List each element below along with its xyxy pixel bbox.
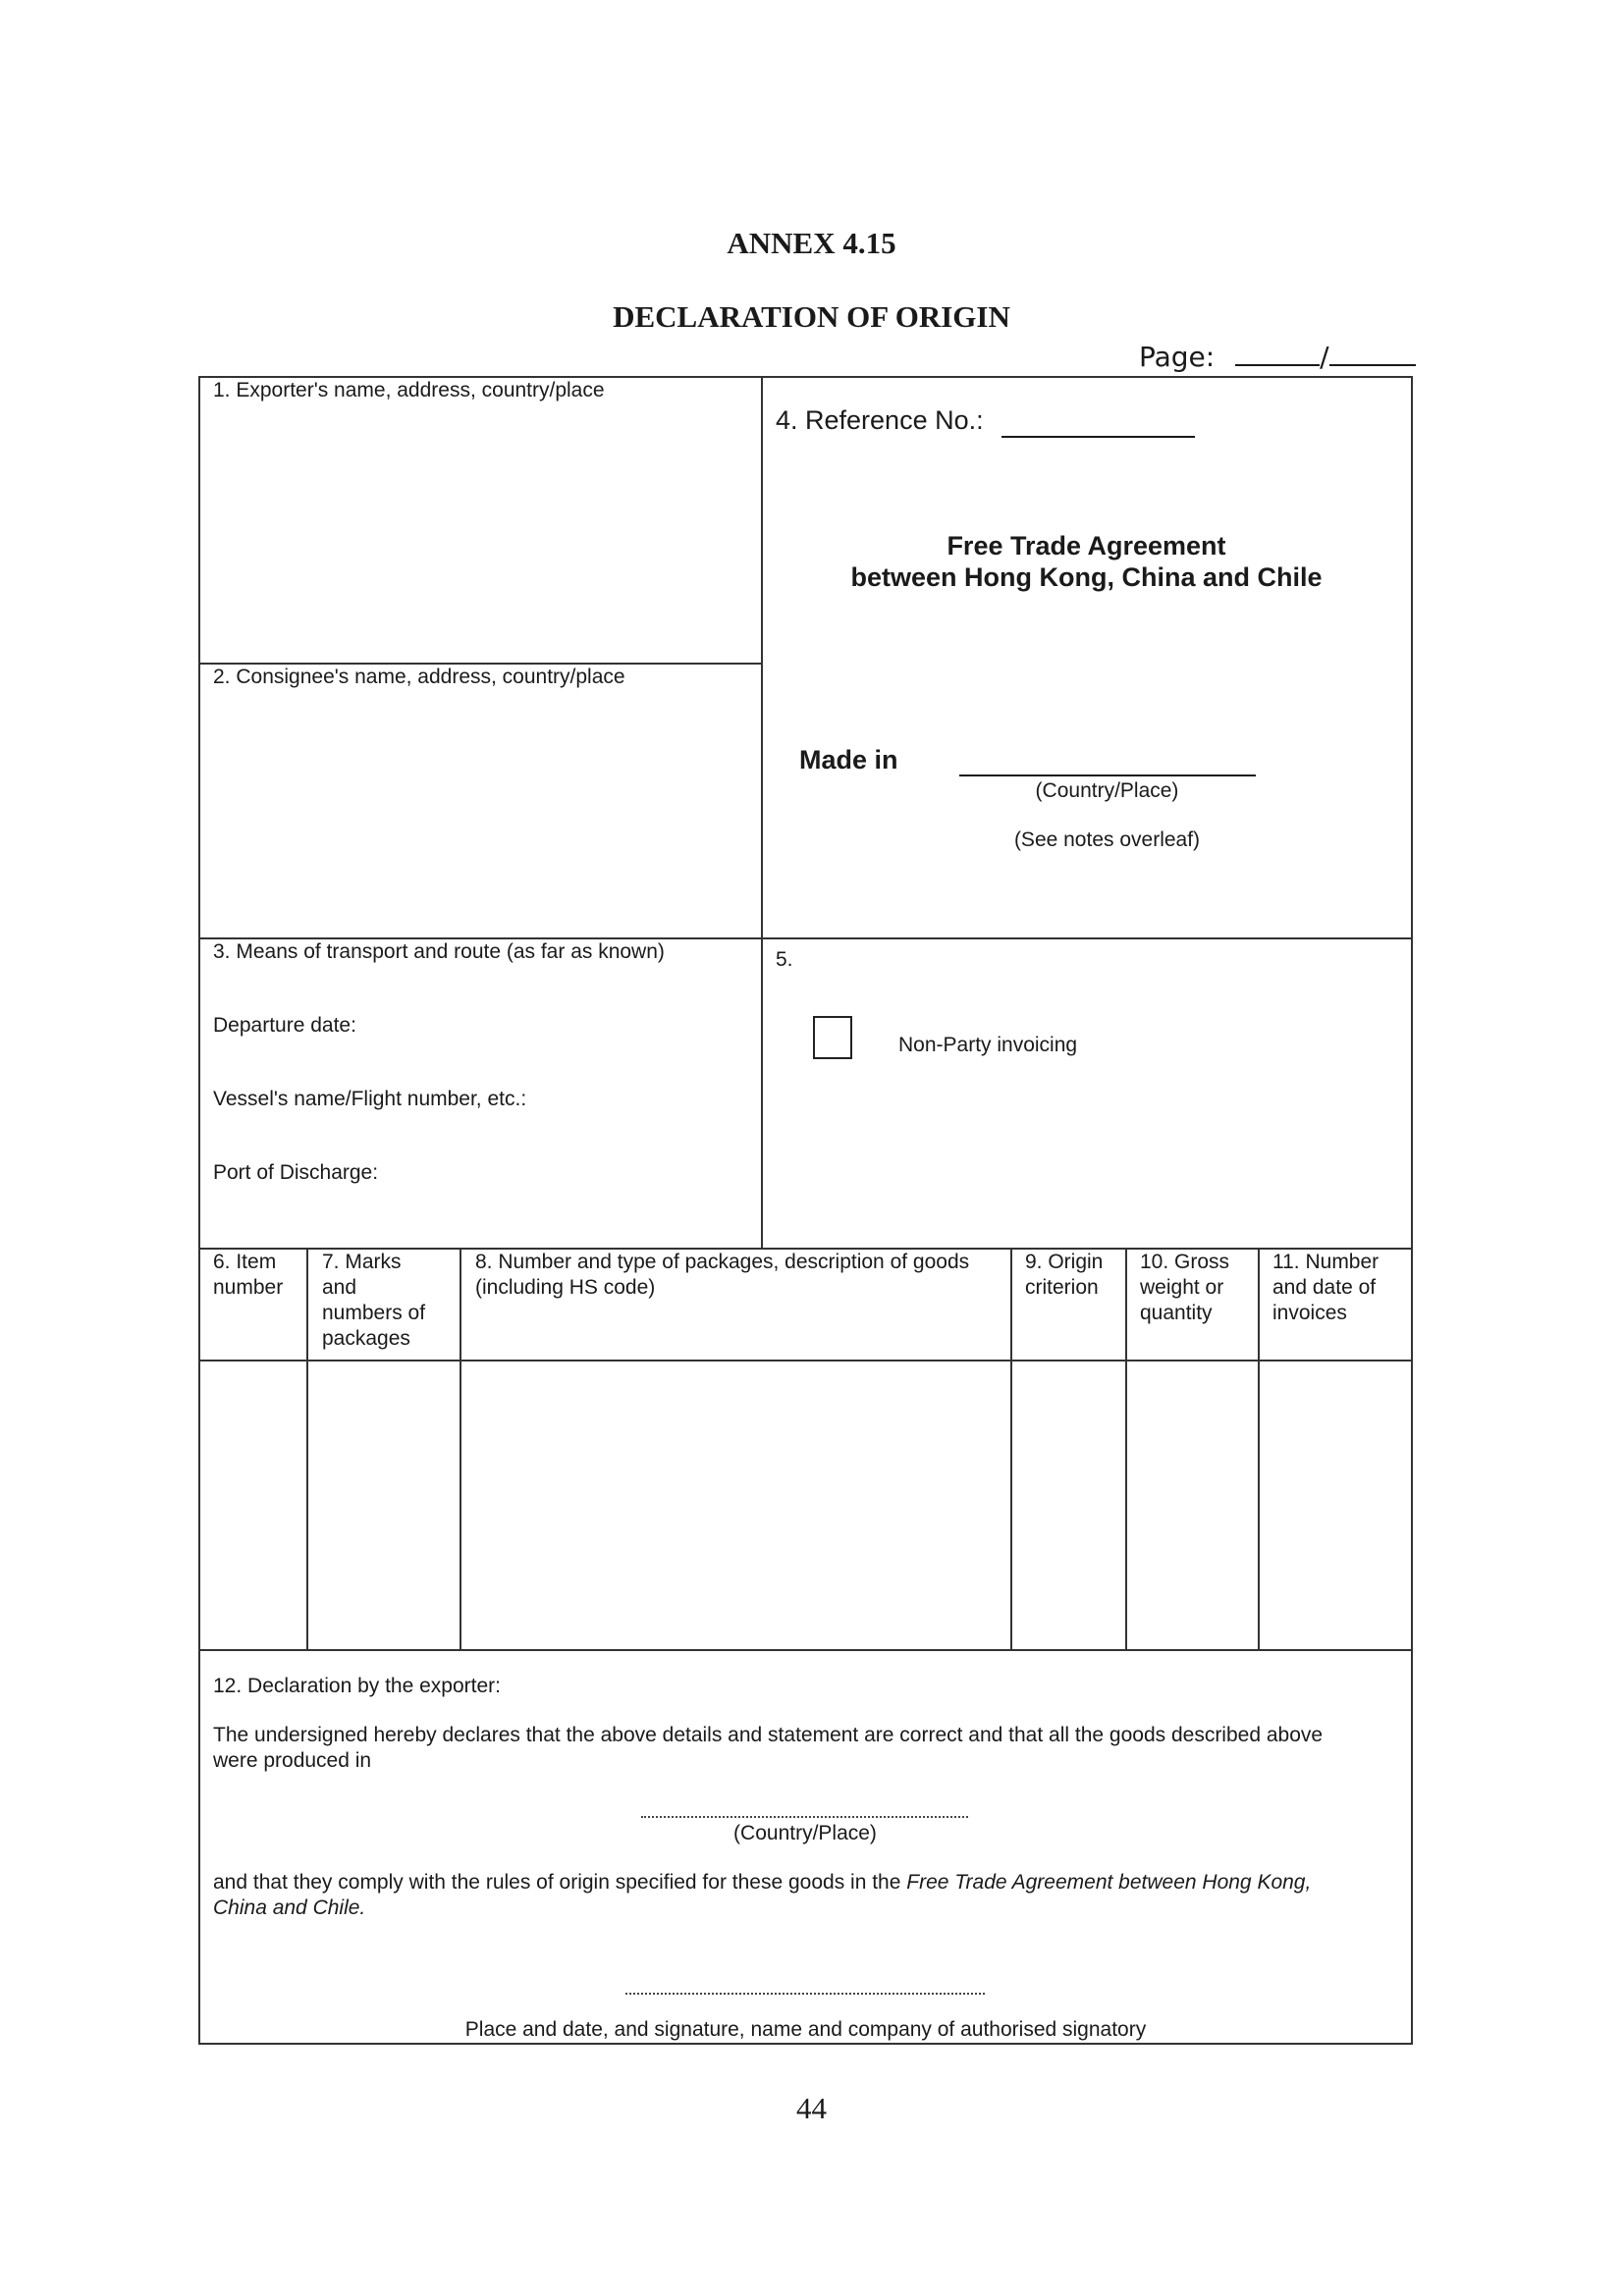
fta-reference-italic: Free Trade Agreement between Hong Kong, bbox=[906, 1871, 1312, 1894]
declaration-label: 12. Declaration by the exporter: bbox=[213, 1675, 501, 1697]
declaration-text bbox=[213, 1723, 1391, 1774]
col-description-header bbox=[475, 1250, 969, 1301]
fta-title-line2: between Hong Kong, China and Chile bbox=[850, 562, 1323, 592]
page-current-field[interactable] bbox=[1235, 341, 1320, 366]
non-party-invoicing-checkbox[interactable] bbox=[813, 1016, 852, 1059]
divider-row5 bbox=[198, 1649, 1413, 1651]
vessel-label: Vessel's name/Flight number, etc.: bbox=[213, 1088, 527, 1110]
col-origin-line2: criterion bbox=[1025, 1276, 1099, 1299]
marks-cell[interactable] bbox=[308, 1362, 460, 1648]
col-invoices-header bbox=[1272, 1250, 1379, 1326]
col-gross-line1: 10. Gross bbox=[1140, 1251, 1230, 1273]
fta-title-line1: Free Trade Agreement bbox=[947, 531, 1226, 561]
compliance-text-line1: and that they comply with the rules of origin specified for these goods in the bbox=[213, 1871, 907, 1894]
col-marks-line3: numbers of bbox=[322, 1302, 426, 1324]
col-item-number-line1: 6. Item bbox=[213, 1251, 277, 1273]
col-gross-line3: quantity bbox=[1140, 1302, 1213, 1324]
signature-field[interactable] bbox=[625, 1993, 985, 1995]
exporter-field[interactable] bbox=[200, 407, 760, 661]
col-origin-line1: 9. Origin bbox=[1025, 1251, 1104, 1273]
col-marks-header bbox=[322, 1250, 425, 1352]
consignee-field[interactable] bbox=[200, 694, 760, 935]
made-in-country-caption: (Country/Place) bbox=[1035, 779, 1179, 802]
col-marks-line4: packages bbox=[322, 1327, 410, 1350]
origin-criterion-cell[interactable] bbox=[1012, 1362, 1125, 1648]
box5-label: 5. bbox=[776, 948, 793, 971]
produced-in-field[interactable] bbox=[641, 1816, 968, 1818]
compliance-text bbox=[213, 1870, 1391, 1921]
col-origin-criterion-header bbox=[1025, 1250, 1103, 1301]
col-invoices-line2: and date of bbox=[1272, 1276, 1377, 1299]
declaration-text-line1: The undersigned hereby declares that the above details and statement are correct and that all the goods described above bbox=[213, 1724, 1324, 1746]
port-of-discharge-label: Port of Discharge: bbox=[213, 1161, 379, 1184]
reference-label: 4. Reference No.: bbox=[776, 405, 984, 435]
exporter-label: 1. Exporter's name, address, country/place bbox=[213, 379, 605, 401]
col-description-line1: 8. Number and type of packages, description of goods bbox=[475, 1251, 970, 1273]
col-item-number-line2: number bbox=[213, 1276, 284, 1299]
item-number-cell[interactable] bbox=[200, 1362, 306, 1648]
non-party-invoicing-label: Non-Party invoicing bbox=[898, 1034, 1078, 1056]
gross-weight-cell[interactable] bbox=[1127, 1362, 1258, 1648]
col-invoices-line3: invoices bbox=[1272, 1302, 1347, 1324]
page-label: Page: bbox=[1139, 341, 1216, 373]
signatory-caption: Place and date, and signature, name and company of authorised signatory bbox=[464, 2018, 1147, 2041]
document-title: DECLARATION OF ORIGIN bbox=[613, 299, 1010, 334]
consignee-label: 2. Consignee's name, address, country/place bbox=[213, 666, 625, 688]
made-in-label: Made in bbox=[799, 745, 898, 774]
reference-field[interactable] bbox=[1001, 436, 1195, 438]
col-gross-weight-header bbox=[1140, 1250, 1229, 1326]
col-gross-line2: weight or bbox=[1140, 1276, 1224, 1299]
col-marks-line1: 7. Marks bbox=[322, 1251, 402, 1273]
produced-in-caption: (Country/Place) bbox=[733, 1822, 877, 1844]
col-description-line2: (including HS code) bbox=[475, 1276, 656, 1299]
col-item-number-header bbox=[213, 1250, 283, 1301]
col-invoices-line1: 11. Number bbox=[1272, 1251, 1380, 1273]
divider-vertical-top bbox=[761, 376, 763, 1250]
description-cell[interactable] bbox=[461, 1362, 1010, 1648]
see-notes-caption: (See notes overleaf) bbox=[1013, 828, 1201, 851]
page-separator: / bbox=[1320, 341, 1329, 373]
compliance-text-line2: China and Chile. bbox=[213, 1896, 366, 1919]
departure-date-label: Departure date: bbox=[213, 1014, 356, 1037]
page-total-field[interactable] bbox=[1329, 341, 1416, 366]
declaration-text-line2: were produced in bbox=[213, 1749, 372, 1772]
transport-label: 3. Means of transport and route (as far as known) bbox=[213, 940, 665, 963]
invoices-cell[interactable] bbox=[1260, 1362, 1411, 1648]
col-marks-line2: and bbox=[322, 1276, 357, 1299]
made-in-field[interactable] bbox=[959, 774, 1256, 776]
page-number: 44 bbox=[796, 2091, 827, 2125]
page-indicator bbox=[1139, 341, 1416, 373]
annex-heading: ANNEX 4.15 bbox=[727, 226, 896, 260]
